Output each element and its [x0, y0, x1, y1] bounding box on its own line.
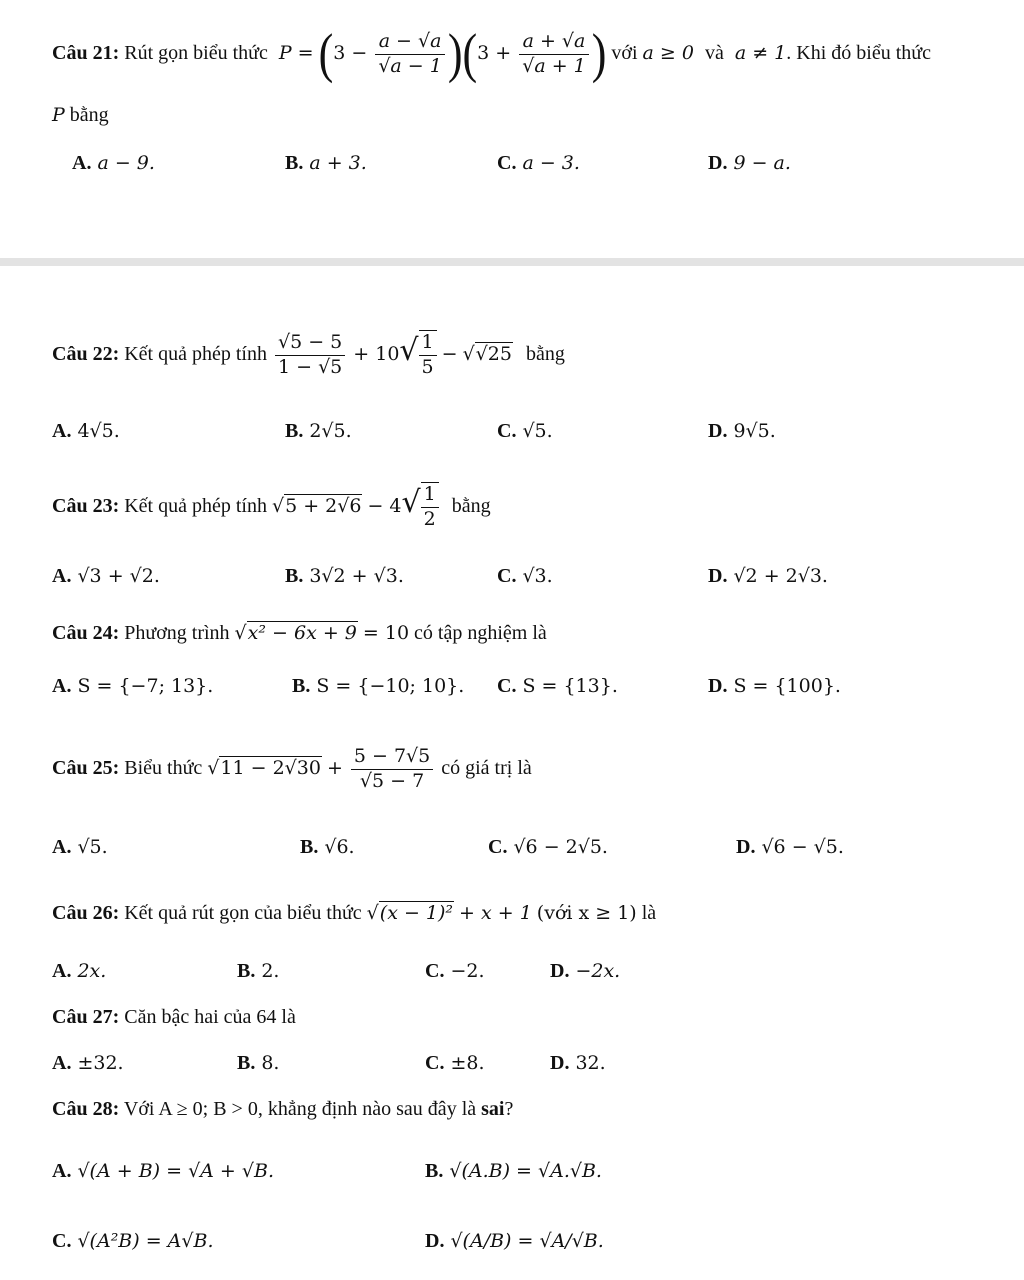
option-value: √(A/B) = √A/√B.	[450, 1230, 604, 1252]
option-key: C.	[425, 960, 445, 982]
math-plus: +	[326, 756, 343, 779]
math-term: + x + 1	[459, 902, 532, 924]
question-tail: có tập nghiệm là	[414, 622, 547, 644]
option-d[interactable]	[736, 836, 844, 859]
paren-close: )	[447, 23, 463, 85]
question-tail: có giá trị là	[441, 756, 532, 779]
option-value: √5.	[522, 420, 553, 442]
question-text: Phương trình	[124, 622, 230, 644]
condition-math: a ≥ 0	[642, 41, 694, 64]
math-term: 3 +	[477, 41, 512, 64]
paren-open: (	[318, 23, 334, 85]
option-value: a − 9.	[97, 152, 155, 174]
fraction-numerator: a − √a	[375, 30, 445, 55]
option-a[interactable]	[52, 960, 106, 983]
option-value: 9√5.	[733, 420, 776, 442]
option-value: √(A²B) = A√B.	[77, 1230, 214, 1252]
question-24	[52, 622, 547, 645]
option-key: D.	[736, 836, 756, 858]
fraction-denominator: √a + 1	[522, 54, 586, 77]
option-value: 9 − a.	[733, 152, 791, 174]
option-c[interactable]	[497, 152, 580, 175]
sqrt-argument: x² − 6x + 9	[247, 622, 357, 644]
option-key: B.	[285, 565, 304, 587]
question-text: Với A ≥ 0; B > 0, khẳng định nào sau đây là	[123, 1098, 477, 1120]
option-b[interactable]	[237, 1052, 279, 1075]
question-26	[52, 902, 656, 925]
sqrt-argument: 11 − 2√30	[220, 756, 321, 779]
option-value: a + 3.	[309, 152, 367, 174]
option-key: A.	[52, 1052, 72, 1074]
condition: (với x ≥ 1)	[536, 902, 637, 924]
sqrt-argument: (x − 1)²	[379, 902, 454, 924]
option-c[interactable]	[497, 675, 618, 698]
option-c[interactable]	[425, 1052, 485, 1075]
question-text: Kết quả rút gọn của biểu thức	[124, 902, 362, 924]
condition-and: và	[704, 41, 724, 64]
question-end: ?	[504, 1098, 514, 1120]
fraction-denominator: √5 − 7	[359, 769, 425, 792]
option-value: 8.	[261, 1052, 280, 1074]
sqrt: √11 − 2√30	[207, 756, 321, 779]
question-21-line2	[52, 104, 109, 127]
question-21	[52, 23, 931, 85]
option-key: B.	[285, 420, 304, 442]
option-key: B.	[292, 675, 311, 697]
math-lhs: P =	[278, 41, 314, 64]
option-value: S = {−7; 13}.	[77, 675, 214, 697]
question-tail: bằng	[525, 342, 565, 365]
option-c[interactable]	[497, 565, 553, 588]
fraction-numerator: √5 − 5	[275, 331, 345, 356]
option-key: D.	[708, 420, 728, 442]
math-term: 3 −	[333, 41, 368, 64]
option-a[interactable]	[52, 420, 120, 443]
option-value: a − 3.	[522, 152, 580, 174]
option-a[interactable]	[52, 836, 108, 859]
option-b[interactable]	[300, 836, 355, 859]
option-b[interactable]	[285, 565, 404, 588]
option-key: C.	[497, 420, 517, 442]
math-term: − 4	[367, 494, 402, 517]
option-value: 32.	[575, 1052, 606, 1074]
paren-open: (	[462, 23, 478, 85]
option-key: A.	[52, 1160, 72, 1182]
option-b[interactable]	[237, 960, 279, 983]
question-label: Câu 22:	[52, 342, 120, 365]
question-tail: là	[641, 902, 657, 924]
option-value: 2x.	[77, 960, 107, 982]
sqrt: √x² − 6x + 9	[234, 622, 357, 644]
option-d[interactable]	[708, 565, 828, 588]
option-value: S = {100}.	[733, 675, 841, 697]
paren-close: )	[591, 23, 607, 85]
option-value: √(A.B) = √A.√B.	[449, 1160, 602, 1182]
math-minus: −	[441, 342, 458, 365]
option-value: ±32.	[77, 1052, 124, 1074]
question-label: Câu 25:	[52, 756, 120, 779]
option-key: C.	[488, 836, 508, 858]
question-27	[52, 1006, 296, 1029]
option-d[interactable]	[708, 675, 841, 698]
option-b[interactable]	[285, 152, 367, 175]
option-a[interactable]	[52, 675, 213, 698]
option-b[interactable]	[425, 1160, 602, 1183]
sqrt-argument: √25	[475, 342, 512, 365]
option-b[interactable]	[285, 420, 352, 443]
fraction-denominator: √a − 1	[378, 54, 442, 77]
option-a[interactable]	[72, 152, 155, 175]
option-c[interactable]	[488, 836, 608, 859]
option-c[interactable]	[425, 960, 485, 983]
option-d[interactable]	[708, 420, 776, 443]
option-value: √(A + B) = √A + √B.	[77, 1160, 275, 1182]
option-c[interactable]	[52, 1230, 214, 1253]
fraction	[351, 745, 433, 794]
option-key: C.	[497, 675, 517, 697]
option-value: −2x.	[575, 960, 621, 982]
option-c[interactable]	[497, 420, 553, 443]
question-tail: bằng	[451, 494, 491, 517]
option-key: D.	[708, 152, 728, 174]
option-b[interactable]	[292, 675, 464, 698]
option-value: √3 + √2.	[77, 565, 160, 587]
question-label: Câu 26:	[52, 902, 120, 924]
option-a[interactable]	[52, 1160, 274, 1183]
question-label: Câu 21:	[52, 41, 120, 64]
option-value: S = {−10; 10}.	[316, 675, 465, 697]
sqrt: √√25	[462, 342, 512, 365]
sqrt-argument: 5 + 2√6	[285, 494, 362, 517]
option-key: B.	[300, 836, 319, 858]
option-d[interactable]	[425, 1230, 604, 1253]
section-divider	[0, 258, 1024, 266]
condition-text: với	[611, 41, 638, 64]
option-d[interactable]	[550, 1052, 606, 1075]
math-var: P	[52, 104, 65, 126]
option-value: √6.	[324, 836, 355, 858]
question-text: Căn bậc hai của 64 là	[124, 1006, 296, 1028]
option-key: A.	[52, 836, 72, 858]
option-key: D.	[425, 1230, 445, 1252]
option-value: √6 − √5.	[761, 836, 844, 858]
question-label: Câu 23:	[52, 494, 120, 517]
question-25	[52, 745, 532, 794]
option-key: C.	[425, 1052, 445, 1074]
option-value: √2 + 2√3.	[733, 565, 828, 587]
question-23	[52, 482, 491, 532]
option-key: B.	[425, 1160, 444, 1182]
option-a[interactable]	[52, 1052, 124, 1075]
fraction-numerator: 1	[419, 331, 437, 356]
option-key: C.	[497, 565, 517, 587]
question-label: Câu 27:	[52, 1006, 120, 1028]
question-tail: . Khi đó biểu thức	[786, 41, 931, 64]
option-key: D.	[550, 1052, 570, 1074]
option-key: A.	[52, 565, 72, 587]
question-label: Câu 24:	[52, 622, 120, 644]
option-value: √3.	[522, 565, 553, 587]
option-value: 3√2 + √3.	[309, 565, 404, 587]
sqrt: √(x − 1)²	[366, 902, 454, 924]
option-value: √6 − 2√5.	[513, 836, 608, 858]
fraction-denominator: 1 − √5	[277, 355, 343, 378]
fraction	[519, 30, 589, 79]
option-value: 2.	[261, 960, 280, 982]
option-key: B.	[285, 152, 304, 174]
question-label: Câu 28:	[52, 1098, 120, 1120]
fraction-numerator: 1	[421, 483, 439, 508]
option-value: S = {13}.	[522, 675, 618, 697]
fraction-numerator: 5 − 7√5	[351, 745, 433, 770]
option-key: D.	[708, 565, 728, 587]
question-22	[52, 330, 565, 380]
option-key: C.	[497, 152, 517, 174]
sqrt: √5 + 2√6	[271, 494, 362, 517]
option-value: 2√5.	[309, 420, 352, 442]
option-value: ±8.	[450, 1052, 485, 1074]
option-key: A.	[52, 420, 72, 442]
option-key: B.	[237, 1052, 256, 1074]
question-text: Biểu thức	[124, 756, 203, 779]
question-emphasis: sai	[481, 1098, 505, 1120]
option-d[interactable]	[708, 152, 791, 175]
question-text: bằng	[69, 104, 109, 126]
sqrt-fraction: √ $\frac{1}{2}$	[402, 482, 439, 532]
option-a[interactable]	[52, 565, 160, 588]
question-text: Rút gọn biểu thức	[124, 41, 268, 64]
option-key: A.	[52, 675, 72, 697]
option-key: B.	[237, 960, 256, 982]
option-key: D.	[550, 960, 570, 982]
fraction-denominator: 5	[421, 355, 434, 378]
question-text: Kết quả phép tính	[124, 342, 267, 365]
fraction-denominator: 2	[423, 507, 436, 530]
option-key: D.	[708, 675, 728, 697]
fraction-numerator: a + √a	[519, 30, 589, 55]
question-text: Kết quả phép tính	[124, 494, 267, 517]
option-key: C.	[52, 1230, 72, 1252]
option-value: −2.	[450, 960, 485, 982]
option-value: 4√5.	[77, 420, 120, 442]
math-term: + 10	[353, 342, 400, 365]
option-key: A.	[52, 960, 72, 982]
fraction	[275, 331, 345, 380]
condition-math: a ≠ 1	[734, 41, 787, 64]
option-value: √5.	[77, 836, 108, 858]
sqrt-fraction: √ $\frac{1}{5}$	[399, 330, 436, 380]
option-key: A.	[72, 152, 92, 174]
option-d[interactable]	[550, 960, 620, 983]
math-rhs: = 10	[362, 622, 410, 644]
fraction	[375, 30, 445, 79]
question-28	[52, 1098, 513, 1121]
